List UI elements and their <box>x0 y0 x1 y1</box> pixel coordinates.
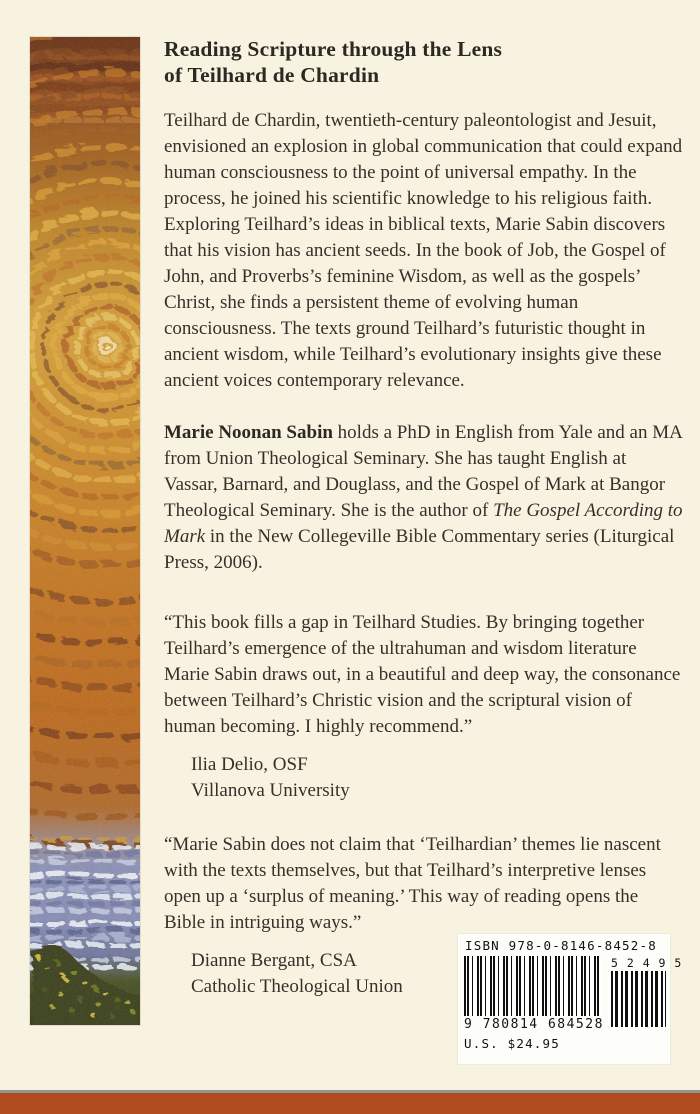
price-label: U.S. $24.95 <box>464 1036 560 1051</box>
endorser-affiliation-2: Catholic Theological Union <box>191 976 403 997</box>
endorsement-quote-1: “This book fills a gap in Teilhard Studies. By bringing together Teilhard’s emergence of the ultrahuman and wisdom literature Marie Sabin draws out, in a beautiful and deep way, the consonance between Teilhard’s Christic vision and the scriptural vision of human becoming. I highly recommend.” <box>164 612 681 737</box>
isbn-barcode-block <box>458 934 683 1064</box>
endorser-name-2: Dianne Bergant, CSA <box>191 950 357 971</box>
book-title-line2: of Teilhard de Chardin <box>164 63 380 87</box>
ean-barcode <box>464 956 602 1032</box>
cover-artwork-painting <box>30 37 140 1025</box>
endorser-affiliation-1: Villanova University <box>191 780 350 801</box>
addon-barcode <box>611 956 683 1027</box>
endorser-name-1: Ilia Delio, OSF <box>191 754 308 775</box>
synopsis-paragraph: Teilhard de Chardin, twentieth-century paleontologist and Jesuit, envisioned an explosion in global communication that could expand human consciousness to the point of universal empathy. In the process, he joined his scientific knowledge to his religious faith. Exploring Teilhard’s ideas in biblical texts, Marie Sabin discovers that his vision has ancient seeds. In the book of Job, the Gospel of John, and Proverbs’s feminine Wisdom, as well as the gospels’ Christ, she finds a persistent theme of evolving human consciousness. The texts ground Teilhard’s futuristic thought in ancient wisdom, while Teilhard’s evolutionary insights give these ancient voices contemporary relevance. <box>164 110 683 391</box>
endorsement-attribution-1 <box>164 752 684 804</box>
back-cover-text <box>164 36 684 1028</box>
author-bio-paragraph <box>164 420 684 576</box>
author-name: Marie Noonan Sabin <box>164 422 333 443</box>
ean-barcode-bars <box>464 956 602 1016</box>
addon-barcode-digits: 5 2 4 9 5 <box>611 956 683 970</box>
bio-text-1: holds a PhD in English from Yale and an MA from Union Theological Seminary. She has taught English at Vassar, Barnard, and Douglass, and the Gospel of Mark at Bangor Theological Seminary. She is the author of <box>164 422 682 521</box>
swirl-painting-graphic <box>30 37 140 1025</box>
addon-barcode-bars <box>611 971 666 1027</box>
barcode-row <box>464 956 683 1032</box>
isbn-number: ISBN 978-0-8146-8452-8 <box>465 938 657 953</box>
endorsement-quote-2: “Marie Sabin does not claim that ‘Teilhardian’ themes lie nascent with the texts themselves, but that Teilhard’s interpretive lenses open up a ‘surplus of meaning.’ This way of reading opens the Bible in intriguing ways.” <box>164 834 661 933</box>
author-work-title: The Gospel According to Mark <box>164 500 683 547</box>
book-title-line1: Reading Scripture through the Lens <box>164 37 503 61</box>
book-title <box>164 36 684 88</box>
bio-text-2: in the New Collegeville Bible Commentary series (Liturgical Press, 2006). <box>164 526 675 573</box>
ean-barcode-digits: 9 780814 684528 <box>464 1017 604 1032</box>
bottom-spine-band <box>0 1090 700 1114</box>
